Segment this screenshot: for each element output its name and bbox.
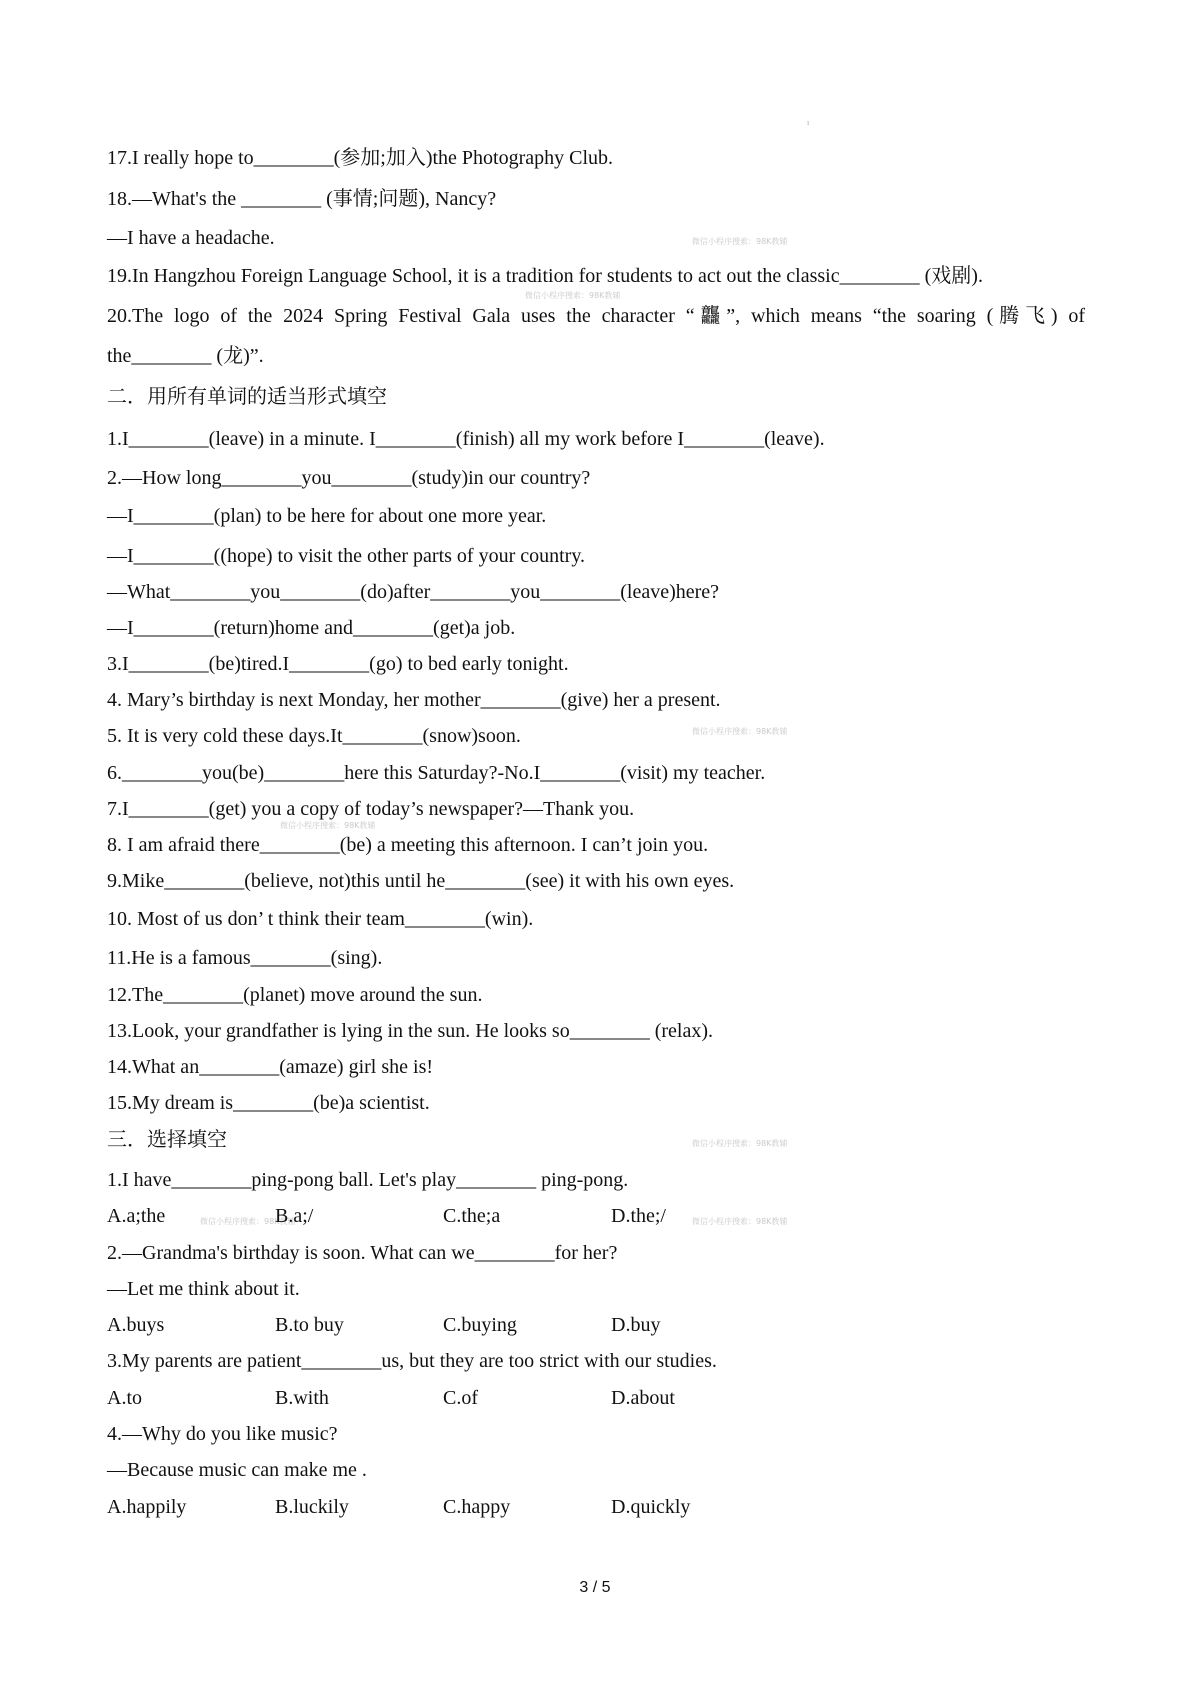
exercise-line: —What________you________(do)after________you________(leave)here? [107, 581, 720, 603]
choice-question-3: 3.My parents are patient________us, but they are too strict with our studies. [107, 1350, 717, 1372]
exercise-line: 11.He is a famous________(sing). [107, 947, 383, 969]
option-c: C.happy [443, 1496, 511, 1518]
watermark: 微信小程序搜索：98K教辅 [525, 291, 621, 300]
option-c: C.of [443, 1387, 478, 1409]
option-a: A.to [107, 1387, 142, 1409]
exercise-line: 2.—How long________you________(study)in our country? [107, 467, 591, 489]
choice-question-1: 1.I have________ping-pong ball. Let's play________ ping-pong. [107, 1169, 629, 1191]
watermark: 微信小程序搜索：98K教辅 [200, 1217, 296, 1226]
exercise-line: —I________(return)home and________(get)a job. [107, 617, 516, 639]
exercise-line: —I________(plan) to be here for about one more year. [107, 505, 547, 527]
question-18: 18.—What's the ________ (事情;问题), Nancy? [107, 188, 497, 210]
option-a: A.buys [107, 1314, 165, 1336]
option-d: D.buy [611, 1314, 661, 1336]
exercise-line: 14.What an________(amaze) girl she is! [107, 1056, 434, 1078]
exercise-line: —I________((hope) to visit the other parts of your country. [107, 545, 586, 567]
option-a: A.happily [107, 1496, 187, 1518]
question-20: 20.The logo of the 2024 Spring Festival Gala uses the character “龘”, which means “the soaring (腾飞) of [107, 305, 1085, 327]
question-17: 17.I really hope to________(参加;加入)the Photography Club. [107, 147, 614, 169]
exercise-line: 9.Mike________(believe, not)this until he________(see) it with his own eyes. [107, 870, 735, 892]
watermark: 微信小程序搜索：98K教辅 [280, 821, 376, 830]
exercise-line: 5. It is very cold these days.It________(snow)soon. [107, 725, 521, 747]
choice-question-2: 2.—Grandma's birthday is soon. What can we________for her? [107, 1242, 618, 1264]
watermark: 微信小程序搜索：98K教辅 [692, 1217, 788, 1226]
exercise-line: 7.I________(get) you a copy of today’s newspaper?—Thank you. [107, 798, 635, 820]
option-b: B.with [275, 1387, 329, 1409]
dialogue-line: —Because music can make me . [107, 1459, 367, 1481]
watermark: 微信小程序搜索：98K教辅 [692, 237, 788, 246]
option-d: D.the;/ [611, 1205, 666, 1227]
question-20-continued: the________ (龙)”. [107, 345, 264, 367]
choice-question-4: 4.—Why do you like music? [107, 1423, 338, 1445]
scan-dot: ı [807, 118, 810, 127]
exercise-line: 6.________you(be)________here this Saturday?-No.I________(visit) my teacher. [107, 762, 766, 784]
exercise-line: 4. Mary’s birthday is next Monday, her mother________(give) her a present. [107, 689, 721, 711]
page-number: 3 / 5 [579, 1579, 611, 1596]
section-heading-2: 二．用所有单词的适当形式填空 [107, 386, 387, 408]
watermark: 微信小程序搜索：98K教辅 [692, 1139, 788, 1148]
option-b: B.to buy [275, 1314, 344, 1336]
option-d: D.quickly [611, 1496, 691, 1518]
dialogue-line: —I have a headache. [107, 227, 275, 249]
option-a: A.a;the [107, 1205, 166, 1227]
option-c: C.the;a [443, 1205, 501, 1227]
section-heading-3: 三．选择填空 [107, 1129, 227, 1151]
exercise-line: 12.The________(planet) move around the sun. [107, 984, 483, 1006]
exercise-line: 1.I________(leave) in a minute. I________(finish) all my work before I________(leave). [107, 428, 825, 450]
exercise-line: 13.Look, your grandfather is lying in the sun. He looks so________ (relax). [107, 1020, 714, 1042]
option-d: D.about [611, 1387, 675, 1409]
exercise-line: 8. I am afraid there________(be) a meeting this afternoon. I can’t join you. [107, 834, 709, 856]
option-b: B.luckily [275, 1496, 349, 1518]
option-b: B.a;/ [275, 1205, 314, 1227]
dialogue-line: —Let me think about it. [107, 1278, 300, 1300]
watermark: 微信小程序搜索：98K教辅 [692, 727, 788, 736]
exercise-line: 3.I________(be)tired.I________(go) to bed early tonight. [107, 653, 569, 675]
question-19: 19.In Hangzhou Foreign Language School, it is a tradition for students to act out the classic________ (戏剧). [107, 265, 983, 287]
exercise-line: 15.My dream is________(be)a scientist. [107, 1092, 430, 1114]
option-c: C.buying [443, 1314, 517, 1336]
exercise-line: 10. Most of us don’ t think their team________(win). [107, 908, 534, 930]
